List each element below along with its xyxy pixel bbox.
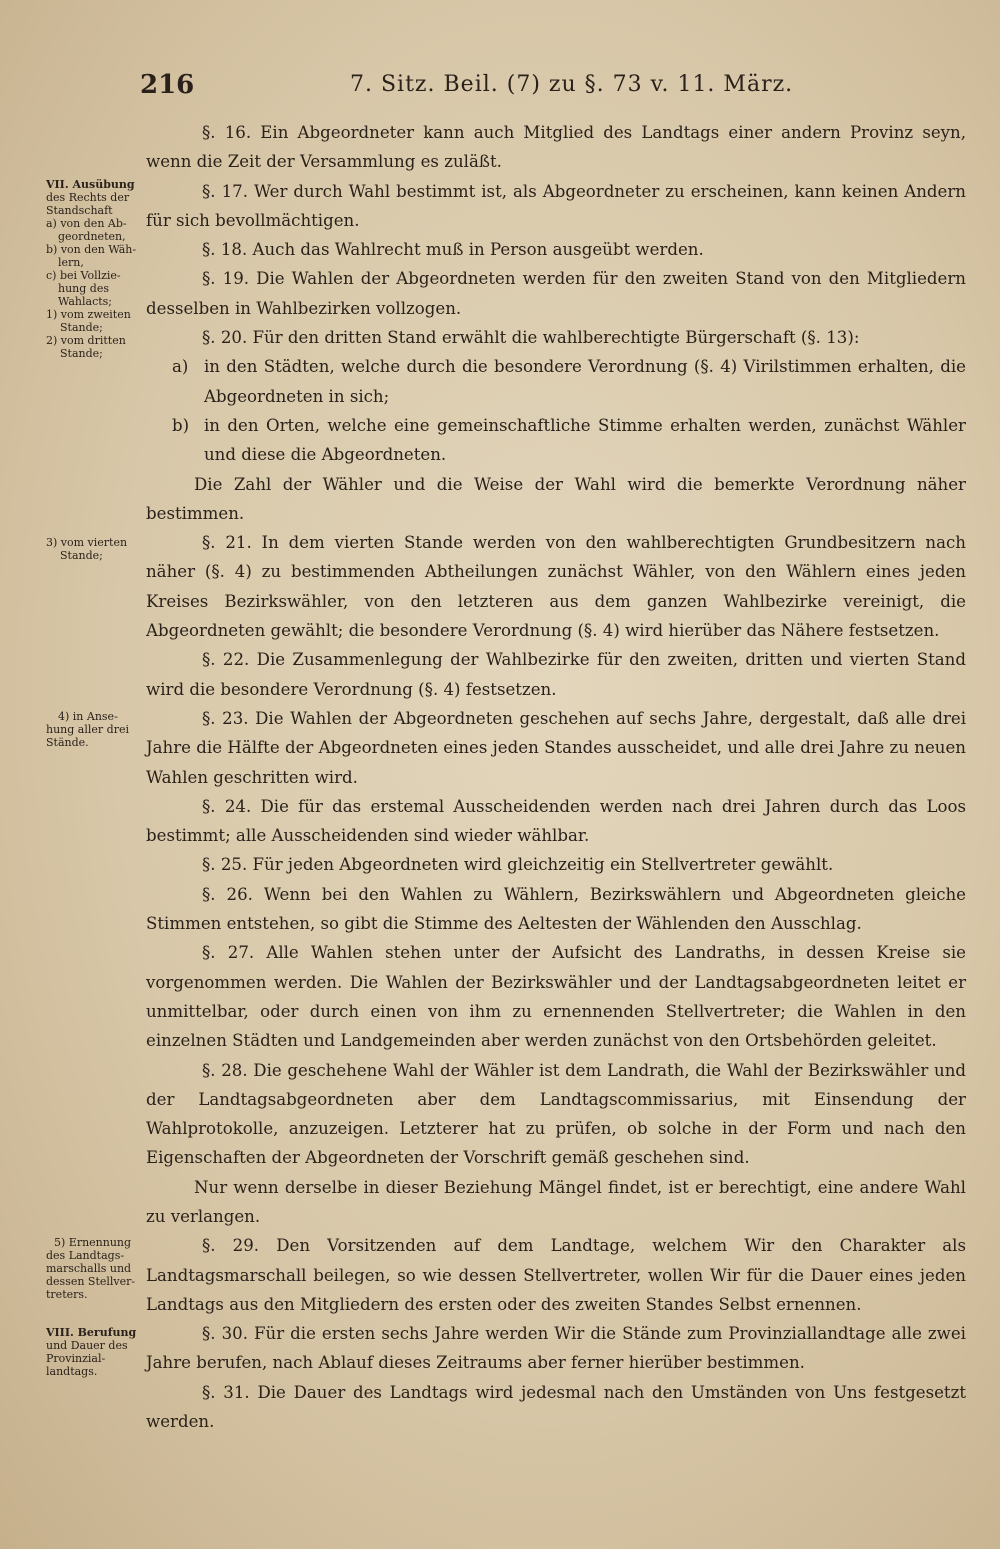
paragraph-28: §. 28. Die geschehene Wahl der Wähler ist dem Landrath, die Wahl der Bezirkswähler und der Landtagsabgeordneten aber dem Landtagscommissarius, mit Einsendung der Wahlprotokolle, anzuzeigen. Letzterer hat zu prüfen, ob solche in der Form und nach den Eigenschaften der Abgeordneten der Vorschrift gemäß geschehen sind. [146, 1060, 966, 1168]
paragraph-20: §. 20. Für den dritten Stand erwählt die wahlberechtigte Bürgerschaft (§. 13): [202, 328, 860, 348]
paragraph-16: §. 16. Ein Abgeordneter kann auch Mitglied des Landtags einer andern Provinz seyn, wenn die Zeit der Versammlung es zuläßt. [146, 123, 966, 172]
page-number: 216 [140, 70, 195, 100]
paragraph-28-note: Nur wenn derselbe in dieser Beziehung Mängel findet, ist er berechtigt, eine andere Wahl zu verlangen. [146, 1177, 966, 1226]
margin-line: 1) vom zweiten [46, 308, 131, 321]
margin-line: b) von den Wäh- [46, 243, 137, 256]
paragraph-20-note: Die Zahl der Wähler und die Weise der Wahl wird die bemerkte Verordnung näher bestimmen. [146, 474, 966, 523]
margin-line: lern, [58, 256, 84, 269]
paragraph-20b [146, 411, 966, 470]
margin-line: 2) vom dritten [46, 334, 126, 347]
margin-line: Standschaft [46, 204, 113, 217]
margin-line: landtags. [46, 1365, 98, 1378]
margin-line: 5) Ernennung [54, 1236, 132, 1249]
item-text: in den Städten, welche durch die besondere Verordnung (§. 4) Virilstimmen erhalten, die Abgeordneten in sich; [204, 357, 966, 406]
item-text: in den Orten, welche eine gemeinschaftliche Stimme erhalten werden, zunächst Wähler und diese die Abgeordneten. [204, 415, 966, 465]
paragraph-26: §. 26. Wenn bei den Wahlen zu Wählern, Bezirkswählern und Abgeordneten gleiche Stimmen entstehen, so gibt die Stimme des Aeltesten der Wählenden den Ausschlag. [146, 884, 966, 934]
margin-line: a) von den Ab- [46, 217, 127, 230]
margin-line: 4) in Anse- [58, 710, 118, 723]
margin-line: 3) vom vierten [46, 536, 128, 549]
margin-line: treters. [46, 1288, 88, 1301]
paragraph-18: §. 18. Auch das Wahlrecht muß in Person ausgeübt werden. [202, 240, 704, 260]
margin-line: geordneten, [58, 230, 126, 243]
paragraph-22: §. 22. Die Zusammenlegung der Wahlbezirke für den zweiten, dritten und vierten Stand wird die besondere Verordnung (§. 4) festsetzen. [146, 650, 966, 699]
margin-note-ernennung [46, 1236, 150, 1301]
margin-note-viii [46, 1326, 150, 1378]
margin-line: des Landtags- [46, 1249, 125, 1262]
margin-note-vierten-stande [46, 536, 150, 562]
paragraph-17: §. 17. Wer durch Wahl bestimmt ist, als Abgeordneter zu erscheinen, kann keinen Andern für sich bevollmächtigen. [146, 181, 966, 230]
margin-line: VII. Ausübung [46, 178, 135, 191]
margin-line: Stände. [46, 736, 89, 749]
margin-line: des Rechts der [46, 191, 130, 204]
margin-note-ansehung [46, 710, 150, 749]
margin-line: hung aller drei [46, 723, 129, 736]
paragraph-19: §. 19. Die Wahlen der Abgeordneten werden für den zweiten Stand von den Mitgliedern desselben in Wahlbezirken vollzogen. [146, 269, 966, 318]
paragraph-29: §. 29. Den Vorsitzenden auf dem Landtage, welchem Wir den Charakter als Landtagsmarschall beilegen, so wie dessen Stellvertreter, wollen Wir für die Dauer eines jeden Landtags aus den Mitgliedern des ersten oder des zweiten Standes Selbst ernennen. [146, 1236, 966, 1314]
margin-line: dessen Stellver- [46, 1275, 136, 1288]
paragraph-30: §. 30. Für die ersten sechs Jahre werden Wir die Stände zum Provinziallandtage alle zwei Jahre berufen, nach Ablauf dieses Zeitraums aber ferner hierüber bestimmen. [146, 1324, 966, 1373]
paragraph-27: §. 27. Alle Wahlen stehen unter der Aufsicht des Landraths, in dessen Kreise sie vorgenommen werden. Die Wahlen der Bezirkswähler und der Landtagsabgeordneten leitet er unmittelbar, oder durch einen von ihm zu ernennenden Stellvertreter; die Wahlen in den einzelnen Städten und Landgemeinden aber werden zunächst von den Ortsbehörden geleitet. [146, 943, 966, 1051]
margin-line: Wahlacts; [58, 295, 113, 308]
margin-line: und Dauer des [46, 1339, 128, 1352]
paragraph-24: §. 24. Die für das erstemal Ausscheidenden werden nach drei Jahren durch das Loos bestimmt; alle Ausscheidenden sind wieder wählbar. [146, 796, 966, 846]
margin-line: Provinzial- [46, 1352, 106, 1365]
paragraph-25: §. 25. Für jeden Abgeordneten wird gleichzeitig ein Stellvertreter gewählt. [202, 855, 834, 875]
paragraph-23: §. 23. Die Wahlen der Abgeordneten geschehen auf sechs Jahre, dergestalt, daß alle drei Jahre die Hälfte der Abgeordneten eines jeden Standes ausscheidet, und alle drei Jahre zu neuen Wahlen geschritten wird. [146, 708, 966, 787]
margin-line: Stande; [60, 321, 103, 334]
paragraph-31: §. 31. Die Dauer des Landtags wird jedesmal nach den Umständen von Uns festgesetzt werden. [146, 1382, 966, 1432]
margin-line: VIII. Berufung [46, 1326, 137, 1339]
margin-line: Stande; [60, 347, 103, 360]
item-label: b) [172, 415, 190, 435]
margin-note-vii [46, 178, 150, 360]
paragraph-20a [146, 352, 966, 411]
margin-line: c) bei Vollzie- [46, 269, 121, 282]
item-label: a) [172, 357, 189, 377]
body-text [146, 118, 966, 1436]
paragraph-21: §. 21. In dem vierten Stande werden von den wahlberechtigten Grundbesitzern nach näher (§. 4) zu bestimmenden Abtheilungen zunächst Wähler, von den Wählern eines jeden Kreises Bezirkswähler, von den letzteren aus dem ganzen Wahlbezirke vereinigt, die Abgeordneten gewählt; die besondere Verordnung (§. 4) wird hierüber das Nähere festsetzen. [146, 533, 966, 641]
margin-line: marschalls und [46, 1262, 132, 1275]
margin-line: hung des [58, 282, 109, 295]
margin-line: Stande; [60, 549, 103, 562]
page-header [140, 70, 960, 110]
running-head: 7. Sitz. Beil. (7) zu §. 73 v. 11. März. [350, 72, 794, 97]
